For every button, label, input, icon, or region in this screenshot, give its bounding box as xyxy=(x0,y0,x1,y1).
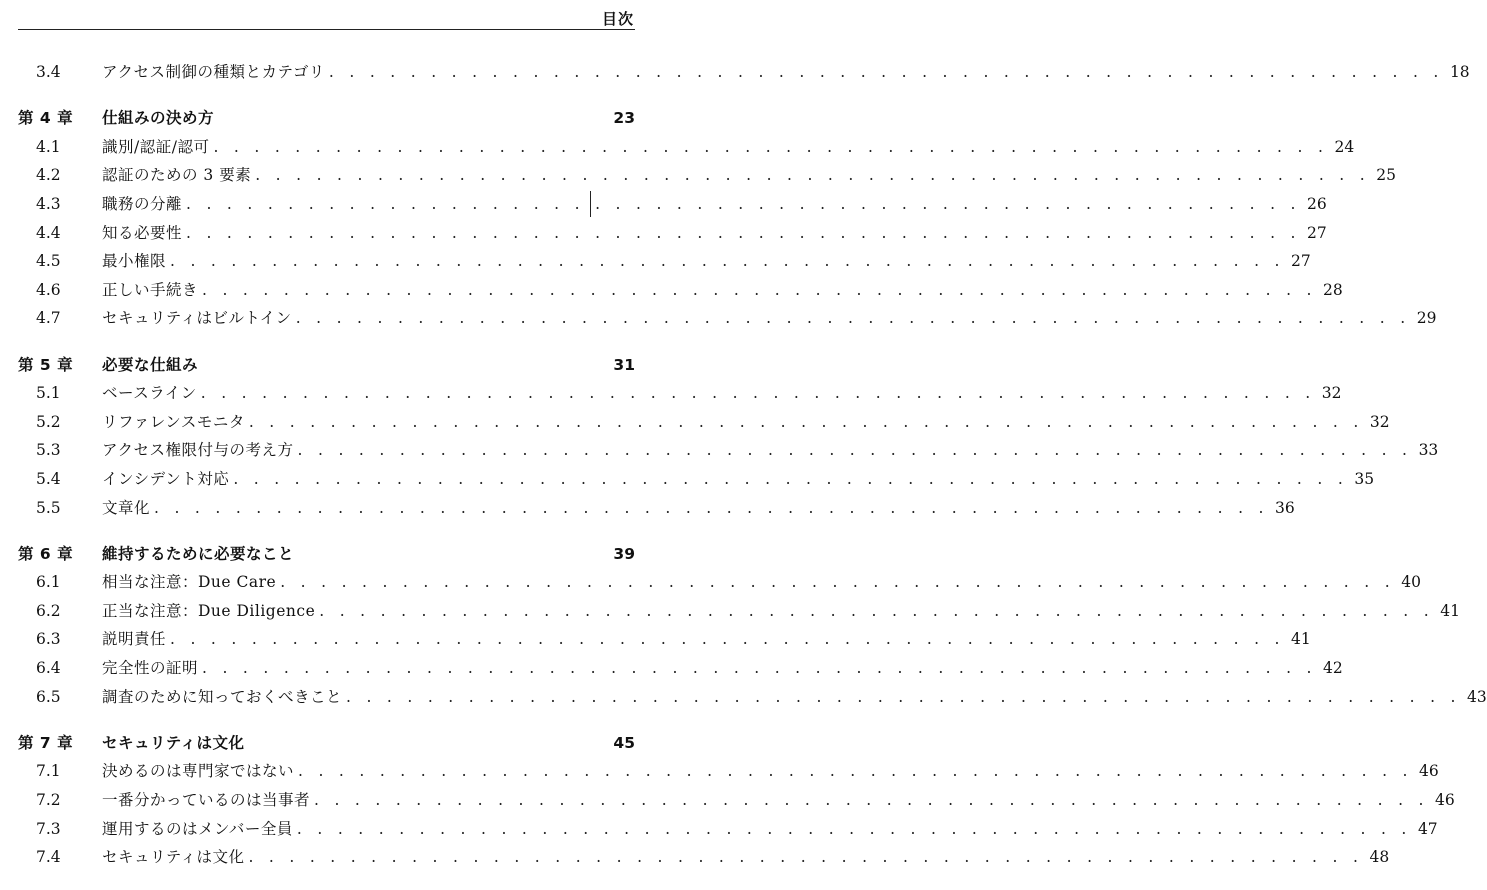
section-number: 7.1 xyxy=(36,762,61,781)
toc-entry[interactable] xyxy=(18,625,1311,654)
toc-entry[interactable] xyxy=(18,58,1470,87)
section-number: 4.6 xyxy=(36,280,61,299)
section-title: リファレンスモニタ xyxy=(102,412,245,431)
dot-leader: . . . . . . . . . . . . . . . . . . . . . . . . . . . . . . . . . . . . . . . . . . . . . . . . . . . . . . . xyxy=(213,137,1329,156)
section-number: 4.1 xyxy=(36,137,61,156)
table-of-contents xyxy=(18,58,1487,872)
toc-entry[interactable] xyxy=(18,494,1295,523)
dot-leader: . . . . . . . . . . . . . . . . . . . . . . . . . . . . . . . . . . . . . . . . . . . . . . . . . . . . . . . xyxy=(202,659,1317,678)
section-title: 完全性の証明 xyxy=(102,659,199,678)
toc-entry[interactable] xyxy=(18,379,1342,408)
page-number: 32 xyxy=(1369,412,1390,431)
section-title: セキュリティは文化 xyxy=(102,848,245,867)
section-title: 最小権限 xyxy=(102,252,167,271)
toc-entry[interactable] xyxy=(18,683,1487,712)
section-title: 認証のための 3 要素 xyxy=(102,166,252,185)
dot-leader: . . . . . . . . . . . . . . . . . . . . . . . . . . . . . . . . . . . . . . . . . . . . . . . . . . . . . . . xyxy=(248,848,1364,867)
toc-entry[interactable] xyxy=(18,133,1355,162)
chapter-page-number: 45 xyxy=(613,733,635,752)
dot-leader: . . . . . . . . . . . . . . . . . . . . . . . . . . . . . . . . . . . . . . . . . . . . . . . . . . . . . . . xyxy=(248,412,1364,431)
chapter-label: 第 5 章 xyxy=(18,355,74,374)
dot-leader: . . . . . . . . . . . . . . . . . . . . . . . . . . . . . . . . . . . . . . . . . . . . . . . . . . . . . . . xyxy=(296,819,1412,838)
chapter-heading[interactable] xyxy=(18,729,635,758)
toc-entry[interactable] xyxy=(18,436,1439,465)
page-number: 26 xyxy=(1307,194,1327,213)
page-number: 24 xyxy=(1334,137,1355,156)
section-number: 5.2 xyxy=(36,412,61,431)
dot-leader: . . . . . . . . . . . . . . . . . . . . . . . . . . . . . . . . . . . . . . . . . . . . . . . . . . . . . . . xyxy=(255,166,1370,185)
section-title: 正しい手続き xyxy=(102,280,199,299)
section-title: 決めるのは専門家ではない xyxy=(102,762,295,781)
chapter-label: 第 6 章 xyxy=(18,544,74,563)
page-number: 36 xyxy=(1275,498,1295,517)
dot-leader: . . . . . . . . . . . . . . . . . . . . . . . . . . . . . . . . . . . . . . . . . . . . . . . . . . . . . . . xyxy=(319,601,1434,620)
chapter-page-number: 23 xyxy=(613,109,635,128)
section-title: 運用するのはメンバー全員 xyxy=(102,819,293,838)
toc-entry[interactable] xyxy=(18,247,1311,276)
section-title: 正当な注意：Due Diligence xyxy=(102,601,316,620)
page-number: 40 xyxy=(1401,573,1421,592)
section-number: 5.4 xyxy=(36,469,61,488)
page-number: 41 xyxy=(1291,630,1311,649)
page-number: 33 xyxy=(1418,441,1439,460)
section-number: 6.4 xyxy=(36,659,61,678)
chapter-title: 必要な仕組み xyxy=(102,355,199,374)
running-head: 目次 xyxy=(601,10,634,28)
page-number: 27 xyxy=(1291,252,1311,271)
dot-leader: . . . . . . . . . . . . . . . . . . . . . . . . . . . . . . . . . . . . . . . . . . . . . . . . . . . . . . . xyxy=(186,194,1301,213)
toc-entry[interactable] xyxy=(18,654,1343,683)
chapter-label: 第 7 章 xyxy=(18,733,74,752)
section-title: 職務の分離 xyxy=(102,194,183,213)
section-number: 5.1 xyxy=(36,384,61,403)
toc-entry[interactable] xyxy=(18,843,1390,872)
page-number: 48 xyxy=(1369,848,1390,867)
toc-entry[interactable] xyxy=(18,815,1438,844)
page-number: 27 xyxy=(1307,223,1327,242)
dot-leader: . . . . . . . . . . . . . . . . . . . . . . . . . . . . . . . . . . . . . . . . . . . . . . . . . . . . . . . xyxy=(170,252,1285,271)
page-number: 41 xyxy=(1440,601,1460,620)
chapter-title: セキュリティは文化 xyxy=(102,733,245,752)
section-number: 4.5 xyxy=(36,252,61,271)
toc-entry[interactable] xyxy=(18,276,1343,305)
toc-entry[interactable] xyxy=(18,304,1437,333)
toc-entry[interactable] xyxy=(18,465,1375,494)
dot-leader: . . . . . . . . . . . . . . . . . . . . . . . . . . . . . . . . . . . . . . . . . . . . . . . . . . . . . . . xyxy=(297,441,1413,460)
dot-leader: . . . . . . . . . . . . . . . . . . . . . . . . . . . . . . . . . . . . . . . . . . . . . . . . . . . . . . . xyxy=(314,791,1429,810)
section-number: 4.4 xyxy=(36,223,61,242)
section-number: 6.5 xyxy=(36,687,61,706)
section-title: 知る必要性 xyxy=(102,223,183,242)
page-number: 43 xyxy=(1467,687,1487,706)
dot-leader: . . . . . . . . . . . . . . . . . . . . . . . . . . . . . . . . . . . . . . . . . . . . . . . . . . . . . . . xyxy=(202,280,1317,299)
section-number: 5.3 xyxy=(36,441,61,460)
section-title: 一番分かっているのは当事者 xyxy=(102,791,311,810)
toc-entry[interactable] xyxy=(18,757,1439,786)
section-title: 調査のために知っておくべきこと xyxy=(102,687,343,706)
dot-leader: . . . . . . . . . . . . . . . . . . . . . . . . . . . . . . . . . . . . . . . . . . . . . . . . . . . . . . . xyxy=(154,498,1269,517)
toc-entry[interactable] xyxy=(18,161,1396,190)
section-number: 5.5 xyxy=(36,498,61,517)
page-number: 46 xyxy=(1435,791,1455,810)
section-title: セキュリティはビルトイン xyxy=(102,309,292,328)
page-number: 18 xyxy=(1449,63,1470,81)
chapter-page-number: 31 xyxy=(613,355,635,374)
section-title: アクセス権限付与の考え方 xyxy=(102,441,294,460)
section-number: 6.1 xyxy=(36,573,61,592)
page-number: 46 xyxy=(1419,762,1439,781)
page-number: 29 xyxy=(1416,309,1437,328)
page-number: 35 xyxy=(1354,469,1375,488)
section-title: 文章化 xyxy=(102,498,151,517)
chapter-page-number: 39 xyxy=(613,544,635,563)
page-number: 25 xyxy=(1376,166,1396,185)
section-number: 7.3 xyxy=(36,819,61,838)
page-number: 47 xyxy=(1417,819,1438,838)
dot-leader: . . . . . . . . . . . . . . . . . . . . . . . . . . . . . . . . . . . . . . . . . . . . . . . . . . . . . . . xyxy=(200,384,1316,403)
toc-entry[interactable] xyxy=(18,190,1327,219)
section-number: 6.3 xyxy=(36,630,61,649)
page-number: 32 xyxy=(1321,384,1342,403)
page-number: 42 xyxy=(1323,659,1343,678)
chapter-heading[interactable] xyxy=(18,104,635,133)
header-rule xyxy=(18,29,635,30)
chapter-label: 第 4 章 xyxy=(18,109,74,128)
dot-leader: . . . . . . . . . . . . . . . . . . . . . . . . . . . . . . . . . . . . . . . . . . . . . . . . . . . . . . . xyxy=(186,223,1301,242)
section-title: 識別/認証/認可 xyxy=(102,137,210,156)
section-title: ベースライン xyxy=(102,384,197,403)
toc-entry[interactable] xyxy=(18,597,1460,626)
page-number: 28 xyxy=(1323,280,1343,299)
toc-entry[interactable] xyxy=(18,408,1390,437)
section-number: 7.4 xyxy=(36,848,61,867)
section-title: アクセス制御の種類とカテゴリ xyxy=(102,63,325,81)
chapter-heading[interactable] xyxy=(18,540,635,569)
section-number: 4.2 xyxy=(36,166,61,185)
dot-leader: . . . . . . . . . . . . . . . . . . . . . . . . . . . . . . . . . . . . . . . . . . . . . . . . . . . . . . . xyxy=(328,63,1444,81)
section-number: 4.7 xyxy=(36,309,61,328)
section-title: インシデント対応 xyxy=(102,469,230,488)
dot-leader: . . . . . . . . . . . . . . . . . . . . . . . . . . . . . . . . . . . . . . . . . . . . . . . . . . . . . . . xyxy=(233,469,1349,488)
section-number: 3.4 xyxy=(36,63,61,81)
section-number: 4.3 xyxy=(36,194,61,213)
toc-entry[interactable] xyxy=(18,786,1455,815)
chapter-heading[interactable] xyxy=(18,351,635,380)
toc-entry[interactable] xyxy=(18,568,1421,597)
section-title: 説明責任 xyxy=(102,630,167,649)
chapter-title: 維持するために必要なこと xyxy=(102,544,295,563)
dot-leader: . . . . . . . . . . . . . . . . . . . . . . . . . . . . . . . . . . . . . . . . . . . . . . . . . . . . . . . xyxy=(170,630,1285,649)
dot-leader: . . . . . . . . . . . . . . . . . . . . . . . . . . . . . . . . . . . . . . . . . . . . . . . . . . . . . . . xyxy=(346,687,1461,706)
dot-leader: . . . . . . . . . . . . . . . . . . . . . . . . . . . . . . . . . . . . . . . . . . . . . . . . . . . . . . . xyxy=(298,762,1413,781)
chapter-title: 仕組みの決め方 xyxy=(102,109,215,128)
dot-leader: . . . . . . . . . . . . . . . . . . . . . . . . . . . . . . . . . . . . . . . . . . . . . . . . . . . . . . . xyxy=(295,309,1411,328)
toc-entry[interactable] xyxy=(18,219,1327,248)
section-title: 相当な注意：Due Care xyxy=(102,573,277,592)
section-number: 6.2 xyxy=(36,601,61,620)
section-number: 7.2 xyxy=(36,791,61,810)
dot-leader: . . . . . . . . . . . . . . . . . . . . . . . . . . . . . . . . . . . . . . . . . . . . . . . . . . . . . . . xyxy=(280,573,1395,592)
